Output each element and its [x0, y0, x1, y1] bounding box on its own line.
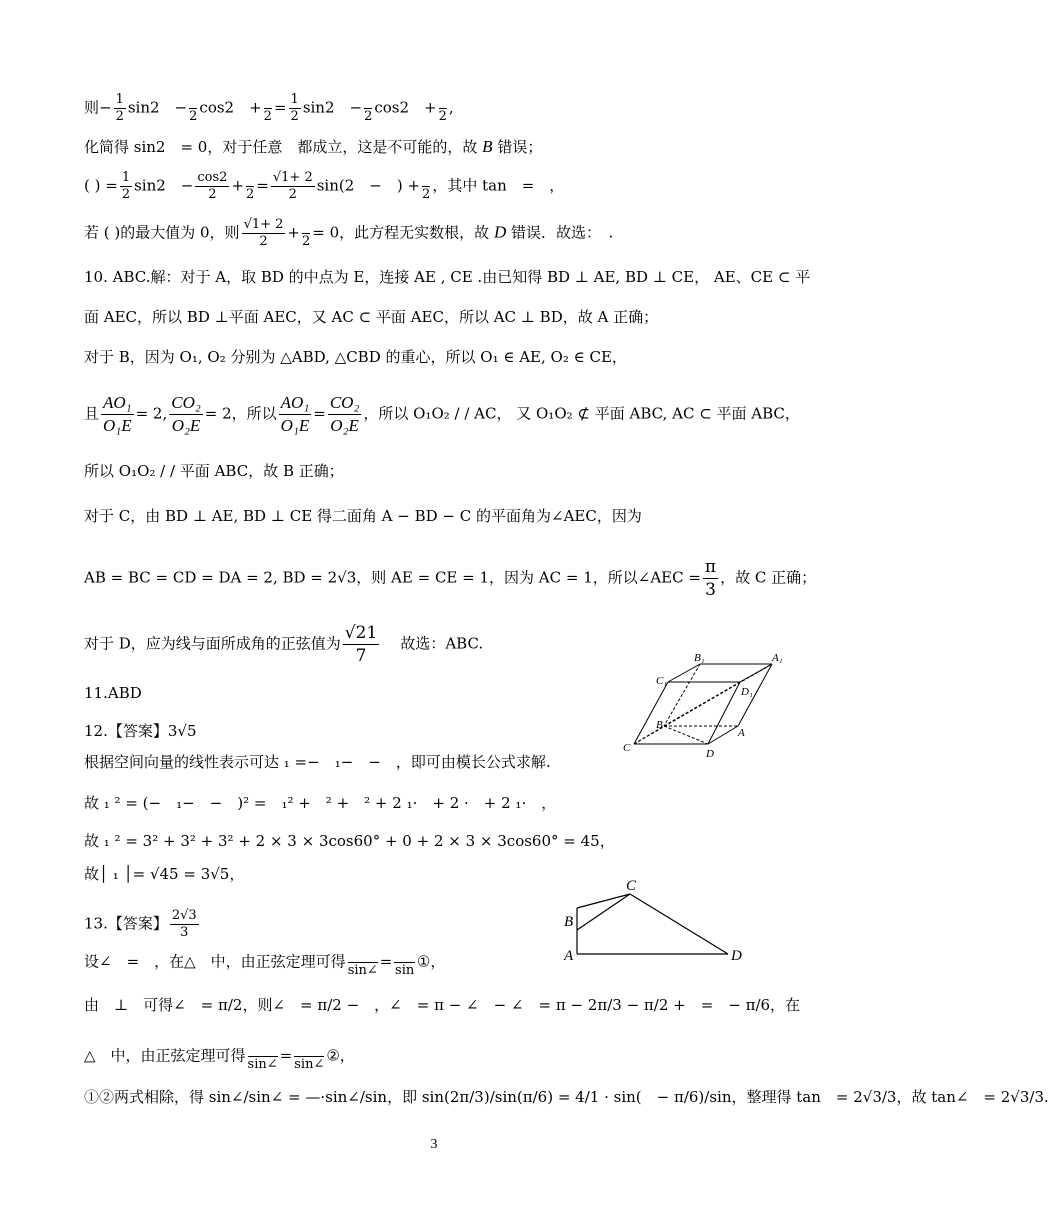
denominator: 3 — [705, 580, 716, 600]
numerator: π — [704, 557, 717, 577]
fraction — [114, 92, 126, 125]
label-c1: C₁ — [656, 675, 668, 687]
q11-answer: 11.ABD — [84, 684, 142, 702]
numerator: AO₁ — [101, 392, 134, 415]
text: ( ) = — [84, 176, 118, 195]
fraction — [271, 170, 315, 203]
numerator: √21 — [344, 623, 378, 643]
text: 错误； — [497, 138, 543, 156]
label-a: A — [564, 948, 574, 964]
text: 故选：ABC. — [400, 634, 484, 653]
numerator — [302, 217, 310, 234]
numerator: 1 — [121, 170, 131, 185]
numerator — [439, 92, 447, 109]
text: D — [493, 222, 507, 242]
numerator: AO₁ — [279, 392, 312, 415]
q12-line-4: 故│ ₁ │= √45 = 3√5， — [84, 865, 245, 883]
text: cos2 + — [374, 98, 437, 117]
q10-line-1: 10. ABC.解：对于 A，取 BD 的中点为 E，连接 AE , CE .由已知得 BD ⊥ AE, BD ⊥ CE， AE、CE ⊂ 平 — [84, 268, 811, 286]
q10-line-8 — [84, 622, 483, 667]
label-b: B — [656, 719, 663, 731]
numerator — [264, 92, 272, 109]
denominator: 2 — [422, 187, 431, 202]
q13-line-4: ①②两式相除，得 sin∠/sin∠ = —·sin∠/sin，即 sin(2π/3)/sin(π/6) = 4/1 · sin( − π/6)/sin，整理得 tan = 2√3/3，故 tan∠ = 2√3/3. — [84, 1088, 1049, 1106]
line-3 — [84, 170, 564, 203]
text: 设∠ = ，在△ 中，由正弦定理可得 — [84, 952, 346, 971]
q13-line-3 — [84, 1040, 355, 1073]
fraction — [294, 1040, 324, 1073]
fraction — [279, 392, 312, 437]
denominator: sin∠ — [347, 963, 378, 978]
text: sin2 − — [127, 98, 188, 117]
numerator: CO₂ — [328, 392, 362, 415]
denominator: 2 — [438, 109, 447, 124]
text: 对于 D，应为线与面所成角的正弦值为 — [84, 634, 341, 653]
fraction — [328, 392, 362, 437]
numerator — [294, 1040, 324, 1057]
denominator: 2 — [302, 234, 311, 249]
fraction — [302, 217, 310, 250]
q10-line-5: 所以 O₁O₂ / / 平面 ABC，故 B 正确； — [84, 462, 344, 480]
text: = — [379, 952, 393, 971]
label-b: B — [564, 914, 574, 930]
fraction — [246, 170, 254, 203]
fraction — [264, 92, 272, 125]
text: B — [482, 137, 493, 156]
denominator: 2 — [121, 187, 131, 202]
fraction — [394, 946, 415, 979]
denominator: 2 — [364, 109, 373, 124]
line-4 — [84, 217, 613, 250]
text: = — [256, 176, 269, 195]
q12-line-1: 根据空间向量的线性表示可达 ₁ =− ₁− − ，即可由模长公式求解. — [84, 753, 551, 771]
fraction — [101, 392, 134, 437]
fraction — [189, 92, 197, 125]
numerator — [394, 946, 415, 963]
text: = — [279, 1046, 293, 1065]
text: ，所以 O₁O₂ / / AC， 又 O₁O₂ ⊄ 平面 ABC, AC ⊂ 平面 ABC， — [363, 404, 800, 423]
figure-parallelepiped — [620, 650, 790, 760]
text: 若 ( )的最大值为 0，则 — [84, 223, 240, 242]
text: = 0，此方程无实数根，故 — [312, 223, 490, 242]
numerator — [364, 92, 372, 109]
text: 13.【答案】 — [84, 914, 168, 933]
numerator — [248, 1040, 278, 1057]
q10-line-6: 对于 C，由 BD ⊥ AE, BD ⊥ CE 得二面角 A − BD − C 的平面角为∠AEC，因为 — [84, 507, 642, 525]
q12-line-2: 故 ₁ ² = (− ₁− − )² = ₁² + ² + ² + 2 ₁· + 2 · + 2 ₁· ， — [84, 794, 557, 812]
fraction — [364, 92, 372, 125]
figure-quadrilateral — [556, 874, 756, 964]
text: = 2，所以 — [204, 404, 277, 423]
text: = — [313, 404, 326, 423]
numerator — [348, 946, 378, 963]
hidden-edge — [634, 664, 772, 744]
denominator: 2 — [189, 109, 198, 124]
label-d1: D₁ — [741, 686, 753, 698]
numerator: 1 — [290, 92, 299, 107]
denominator: sin∠ — [294, 1057, 325, 1072]
q13-line-1 — [84, 946, 445, 979]
label-c: C — [623, 742, 631, 754]
denominator: 2 — [115, 109, 124, 124]
denominator: O₁E — [280, 416, 310, 435]
edge — [630, 894, 728, 954]
edge — [577, 894, 630, 908]
q10-line-4 — [84, 392, 800, 437]
denominator: sin — [395, 963, 415, 978]
text: 错误．故选： . — [511, 223, 614, 242]
edge — [634, 682, 668, 744]
numerator: 2√3 — [171, 908, 197, 923]
q12-line-3: 故 ₁ ² = 3² + 3² + 3² + 2 × 3 × 3cos60° + 0 + 2 × 3 × 3cos60° = 45， — [84, 832, 615, 850]
label-a: A — [738, 727, 745, 739]
page-number: 3 — [430, 1137, 438, 1152]
denominator: O₂E — [330, 416, 359, 435]
text: 且 — [84, 404, 100, 423]
denominator: 7 — [355, 646, 367, 666]
fraction — [703, 556, 718, 601]
text: 则− — [84, 98, 112, 117]
fraction — [439, 92, 447, 125]
fraction — [422, 170, 430, 203]
text: sin2 − — [134, 176, 194, 195]
line-2 — [84, 136, 542, 158]
text: cos2 + — [199, 98, 262, 117]
denominator: 2 — [288, 187, 297, 202]
fraction — [120, 170, 132, 203]
text: ②， — [326, 1046, 355, 1065]
q13-head — [84, 908, 201, 941]
text: 化简得 sin2 = 0，对于任意 都成立，这是不可能的，故 — [84, 138, 478, 156]
text: △ 中，由正弦定理可得 — [84, 1046, 246, 1065]
fraction — [242, 217, 286, 250]
label-b1: B₁ — [694, 652, 705, 664]
denominator: 2 — [246, 187, 255, 202]
denominator: O₂E — [171, 416, 201, 435]
q10-line-2: 面 AEC，所以 BD ⊥平面 AEC，又 AC ⊂ 平面 AEC，所以 AC ⊥ BD，故 A 正确； — [84, 308, 659, 326]
denominator: O₁E — [103, 416, 132, 435]
text: , — [448, 98, 454, 117]
numerator: cos2 — [197, 170, 228, 185]
q10-line-7 — [84, 556, 816, 601]
fraction — [169, 392, 203, 437]
text: + — [287, 223, 300, 242]
numerator: 1 — [115, 92, 124, 107]
denominator: 2 — [290, 109, 299, 124]
label-c: C — [626, 878, 637, 894]
denominator: 2 — [208, 187, 217, 202]
denominator: 2 — [259, 234, 268, 249]
q12-head: 12.【答案】3√5 — [84, 722, 197, 740]
denominator: 2 — [263, 109, 272, 124]
numerator — [189, 92, 197, 109]
fraction — [343, 622, 379, 667]
line-1 — [84, 92, 454, 125]
text: sin2 − — [302, 98, 363, 117]
fraction — [248, 1040, 278, 1073]
edge — [577, 894, 630, 930]
q10-line-3: 对于 B，因为 O₁, O₂ 分别为 △ABD, △CBD 的重心，所以 O₁ ∈ AE, O₂ ∈ CE， — [84, 348, 627, 366]
text: = 2, — [135, 404, 168, 423]
text: sin(2 − ) + — [316, 176, 421, 195]
numerator: √1+ 2 — [243, 217, 284, 232]
text: ①， — [416, 952, 446, 971]
fraction — [348, 946, 378, 979]
fraction — [195, 170, 229, 203]
text: ，其中 tan = ， — [432, 176, 565, 195]
hidden-edge — [664, 726, 708, 744]
text: = — [273, 98, 287, 117]
text: AB = BC = CD = DA = 2, BD = 2√3，则 AE = CE = 1，因为 AC = 1，所以∠AEC = — [84, 568, 701, 587]
label-a1: A₁ — [772, 652, 783, 664]
label-d: D — [706, 748, 714, 760]
numerator: √1+ 2 — [272, 170, 313, 185]
text: ，故 C 正确； — [720, 568, 817, 587]
fraction — [289, 92, 301, 125]
numerator — [422, 170, 430, 187]
numerator: CO₂ — [169, 392, 203, 415]
q13-line-2: 由 ⊥ 可得∠ = π/2，则∠ = π/2 − ，∠ = π − ∠ − ∠ = π − 2π/3 − π/2 + = − π/6，在 — [84, 996, 801, 1014]
text: + — [231, 176, 245, 195]
numerator — [246, 170, 254, 187]
label-d: D — [731, 948, 742, 964]
denominator: sin∠ — [247, 1057, 278, 1072]
denominator: 3 — [180, 925, 189, 940]
fraction — [170, 908, 199, 941]
